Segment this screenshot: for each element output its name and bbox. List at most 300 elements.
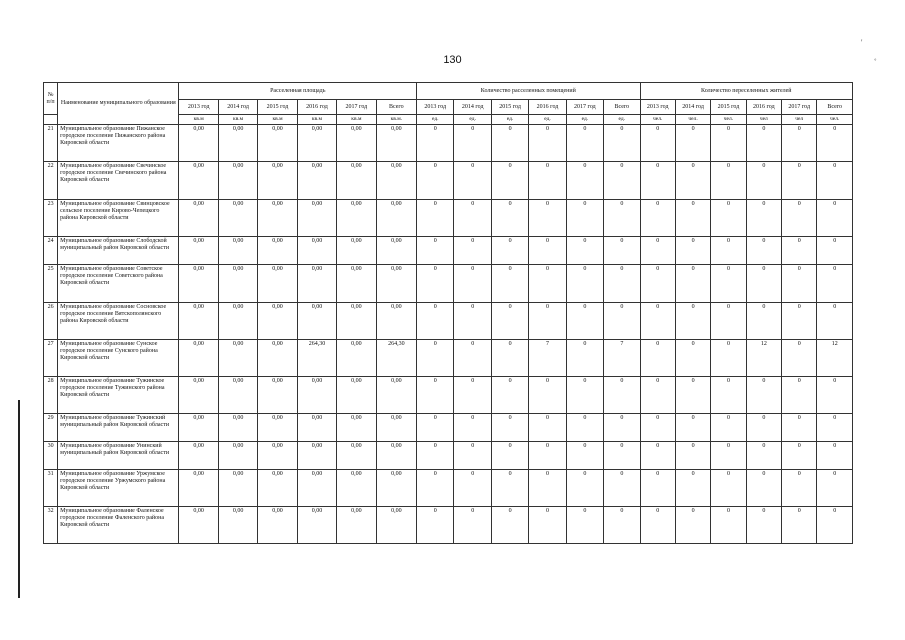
people-cell: 0 — [746, 200, 781, 237]
rooms-cell: 0 — [417, 200, 454, 237]
header-year: Всего — [604, 100, 640, 115]
rooms-cell: 0 — [417, 303, 454, 340]
rooms-cell: 0 — [417, 237, 454, 265]
area-cell: 0,00 — [376, 162, 417, 200]
header-year: 2015 год — [711, 100, 746, 115]
table-row — [44, 340, 853, 377]
people-cell: 0 — [711, 470, 746, 507]
rooms-cell: 0 — [454, 162, 491, 200]
area-cell: 0,00 — [179, 303, 218, 340]
header-year: 2013 год — [640, 100, 675, 115]
area-cell: 0,00 — [179, 162, 218, 200]
rooms-cell: 0 — [491, 340, 528, 377]
area-cell: 0,00 — [258, 162, 297, 200]
people-cell: 0 — [675, 200, 710, 237]
header-unit: чел. — [817, 115, 853, 125]
header-year: 2013 год — [179, 100, 218, 115]
rooms-cell: 0 — [491, 377, 528, 414]
municipality-name: Муниципальное образование Слободской муниципальный район Кировской области — [58, 237, 179, 265]
people-cell: 0 — [782, 237, 817, 265]
people-cell: 0 — [675, 377, 710, 414]
area-cell: 0,00 — [337, 442, 376, 470]
rooms-cell: 0 — [454, 507, 491, 544]
people-cell: 0 — [817, 442, 853, 470]
rooms-cell: 0 — [529, 377, 566, 414]
people-cell: 0 — [782, 470, 817, 507]
row-number: 26 — [44, 303, 58, 340]
people-cell: 0 — [782, 125, 817, 162]
rooms-cell: 0 — [529, 414, 566, 442]
area-cell: 0,00 — [376, 507, 417, 544]
rooms-cell: 0 — [417, 125, 454, 162]
table-row — [44, 442, 853, 470]
people-cell: 0 — [675, 442, 710, 470]
area-cell: 0,00 — [179, 340, 218, 377]
row-number: 27 — [44, 340, 58, 377]
header-unit: ед. — [566, 115, 603, 125]
scan-mark: ˚ — [874, 58, 877, 67]
area-cell: 0,00 — [337, 507, 376, 544]
area-cell: 0,00 — [297, 265, 336, 303]
rooms-cell: 7 — [604, 340, 640, 377]
row-number: 29 — [44, 414, 58, 442]
header-unit: ед. — [417, 115, 454, 125]
table-row — [44, 200, 853, 237]
area-cell: 0,00 — [218, 414, 257, 442]
rooms-cell: 0 — [566, 265, 603, 303]
rooms-cell: 0 — [491, 507, 528, 544]
rooms-cell: 0 — [491, 303, 528, 340]
rooms-cell: 0 — [454, 265, 491, 303]
scan-mark: ' — [861, 38, 863, 47]
row-number: 31 — [44, 470, 58, 507]
municipality-name: Муниципальное образование Уржумское городское поселение Уржумского района Кировской области — [58, 470, 179, 507]
area-cell: 0,00 — [376, 442, 417, 470]
area-cell: 0,00 — [218, 125, 257, 162]
area-cell: 0,00 — [337, 303, 376, 340]
people-cell: 0 — [640, 265, 675, 303]
rooms-cell: 0 — [566, 470, 603, 507]
rooms-cell: 0 — [566, 377, 603, 414]
people-cell: 0 — [817, 125, 853, 162]
area-cell: 0,00 — [297, 414, 336, 442]
people-cell: 0 — [640, 125, 675, 162]
header-unit-blank — [44, 115, 58, 125]
header-year: 2016 год — [746, 100, 781, 115]
area-cell: 0,00 — [258, 442, 297, 470]
header-year: 2017 год — [782, 100, 817, 115]
rooms-cell: 0 — [417, 470, 454, 507]
rooms-cell: 0 — [604, 237, 640, 265]
header-year: 2017 год — [566, 100, 603, 115]
rooms-cell: 0 — [604, 162, 640, 200]
rooms-cell: 0 — [604, 265, 640, 303]
header-unit: кв.м — [297, 115, 336, 125]
header-year: 2013 год — [417, 100, 454, 115]
area-cell: 0,00 — [258, 470, 297, 507]
area-cell: 0,00 — [297, 377, 336, 414]
header-unit: кв.м — [218, 115, 257, 125]
people-cell: 0 — [746, 442, 781, 470]
area-cell: 0,00 — [337, 162, 376, 200]
header-unit: чел — [746, 115, 781, 125]
municipality-name: Муниципальное образование Тужинский муниципальный район Кировской области — [58, 414, 179, 442]
municipality-name: Муниципальное образование Фаленское городское поселение Фаленского района Кировской области — [58, 507, 179, 544]
area-cell: 0,00 — [376, 414, 417, 442]
rooms-cell: 0 — [604, 303, 640, 340]
table-row — [44, 125, 853, 162]
people-cell: 0 — [711, 507, 746, 544]
header-group-people: Количество переселенных жителей — [640, 83, 852, 100]
rooms-cell: 0 — [566, 340, 603, 377]
area-cell: 0,00 — [258, 507, 297, 544]
rooms-cell: 0 — [566, 237, 603, 265]
area-cell: 0,00 — [297, 507, 336, 544]
rooms-cell: 0 — [566, 200, 603, 237]
rooms-cell: 0 — [454, 303, 491, 340]
people-cell: 0 — [675, 507, 710, 544]
municipality-name: Муниципальное образование Сосновское городское поселение Вятскополянского района Кировской области — [58, 303, 179, 340]
area-cell: 0,00 — [179, 125, 218, 162]
resettlement-table — [43, 82, 853, 544]
people-cell: 0 — [746, 125, 781, 162]
people-cell: 0 — [711, 265, 746, 303]
area-cell: 0,00 — [218, 162, 257, 200]
header-municipality: Наименование муниципального образования — [58, 83, 179, 125]
area-cell: 0,00 — [297, 470, 336, 507]
area-cell: 0,00 — [258, 125, 297, 162]
area-cell: 0,00 — [258, 414, 297, 442]
people-cell: 0 — [746, 470, 781, 507]
people-cell: 0 — [782, 507, 817, 544]
people-cell: 0 — [782, 303, 817, 340]
header-group-rooms: Количество расселенных помещений — [417, 83, 640, 100]
area-cell: 0,00 — [337, 265, 376, 303]
rooms-cell: 0 — [491, 265, 528, 303]
header-unit: ед. — [604, 115, 640, 125]
municipality-name: Муниципальное образование Свечинское городское поселение Свечинского района Кировской области — [58, 162, 179, 200]
rooms-cell: 0 — [529, 162, 566, 200]
header-unit: кв.м — [179, 115, 218, 125]
header-year: 2016 год — [529, 100, 566, 115]
people-cell: 0 — [675, 414, 710, 442]
rooms-cell: 0 — [454, 200, 491, 237]
header-unit: кв.м — [258, 115, 297, 125]
municipality-name: Муниципальное образование Пижанское городское поселение Пижанского района Кировской области — [58, 125, 179, 162]
municipality-name: Муниципальное образование Свинцовское сельское поселение Кирово-Чепецкого района Кировской области — [58, 200, 179, 237]
area-cell: 0,00 — [218, 442, 257, 470]
people-cell: 0 — [675, 237, 710, 265]
rooms-cell: 0 — [454, 414, 491, 442]
people-cell: 0 — [640, 470, 675, 507]
rooms-cell: 0 — [417, 414, 454, 442]
people-cell: 0 — [817, 237, 853, 265]
rooms-cell: 0 — [566, 442, 603, 470]
area-cell: 0,00 — [179, 265, 218, 303]
area-cell: 0,00 — [258, 377, 297, 414]
people-cell: 0 — [711, 377, 746, 414]
people-cell: 0 — [640, 237, 675, 265]
rooms-cell: 0 — [604, 470, 640, 507]
people-cell: 0 — [675, 470, 710, 507]
area-cell: 0,00 — [218, 377, 257, 414]
rooms-cell: 0 — [491, 237, 528, 265]
people-cell: 0 — [675, 340, 710, 377]
people-cell: 0 — [817, 162, 853, 200]
header-unit: чел. — [640, 115, 675, 125]
area-cell: 0,00 — [376, 377, 417, 414]
people-cell: 0 — [640, 442, 675, 470]
area-cell: 0,00 — [179, 237, 218, 265]
table-body — [44, 125, 853, 544]
municipality-name: Муниципальное образование Сунское городское поселение Сунского района Кировской области — [58, 340, 179, 377]
rooms-cell: 0 — [529, 470, 566, 507]
people-cell: 0 — [817, 470, 853, 507]
header-number: № п/п — [44, 83, 58, 115]
header-unit: кв.м. — [376, 115, 417, 125]
header-unit: ед. — [491, 115, 528, 125]
area-cell: 0,00 — [179, 200, 218, 237]
area-cell: 0,00 — [179, 442, 218, 470]
people-cell: 0 — [711, 442, 746, 470]
people-cell: 0 — [640, 162, 675, 200]
area-cell: 0,00 — [376, 237, 417, 265]
area-cell: 0,00 — [258, 200, 297, 237]
rooms-cell: 0 — [529, 303, 566, 340]
people-cell: 0 — [817, 377, 853, 414]
rooms-cell: 0 — [604, 414, 640, 442]
area-cell: 0,00 — [337, 470, 376, 507]
people-cell: 12 — [817, 340, 853, 377]
area-cell: 0,00 — [297, 442, 336, 470]
people-cell: 0 — [711, 162, 746, 200]
people-cell: 0 — [640, 377, 675, 414]
people-cell: 0 — [675, 265, 710, 303]
rooms-cell: 0 — [417, 162, 454, 200]
area-cell: 0,00 — [218, 303, 257, 340]
people-cell: 0 — [746, 265, 781, 303]
area-cell: 264,30 — [297, 340, 336, 377]
people-cell: 0 — [640, 340, 675, 377]
rooms-cell: 0 — [454, 377, 491, 414]
people-cell: 0 — [711, 414, 746, 442]
area-cell: 0,00 — [218, 265, 257, 303]
rooms-cell: 0 — [604, 125, 640, 162]
header-year: 2015 год — [491, 100, 528, 115]
rooms-cell: 0 — [417, 265, 454, 303]
table-row — [44, 303, 853, 340]
table-row — [44, 414, 853, 442]
people-cell: 0 — [746, 237, 781, 265]
area-cell: 0,00 — [179, 377, 218, 414]
table-row — [44, 265, 853, 303]
municipality-name: Муниципальное образование Тужинское городское поселение Тужинского района Кировской области — [58, 377, 179, 414]
area-cell: 0,00 — [297, 303, 336, 340]
table-row — [44, 507, 853, 544]
rooms-cell: 0 — [529, 265, 566, 303]
rooms-cell: 0 — [491, 162, 528, 200]
area-cell: 0,00 — [297, 125, 336, 162]
area-cell: 0,00 — [179, 470, 218, 507]
rooms-cell: 0 — [454, 340, 491, 377]
rooms-cell: 0 — [454, 237, 491, 265]
people-cell: 0 — [782, 377, 817, 414]
rooms-cell: 0 — [566, 414, 603, 442]
people-cell: 0 — [711, 237, 746, 265]
area-cell: 0,00 — [258, 237, 297, 265]
area-cell: 0,00 — [258, 265, 297, 303]
row-number: 25 — [44, 265, 58, 303]
people-cell: 0 — [711, 303, 746, 340]
rooms-cell: 0 — [566, 162, 603, 200]
area-cell: 0,00 — [337, 377, 376, 414]
area-cell: 0,00 — [297, 162, 336, 200]
row-number: 32 — [44, 507, 58, 544]
area-cell: 0,00 — [218, 470, 257, 507]
rooms-cell: 0 — [491, 125, 528, 162]
table-row — [44, 470, 853, 507]
area-cell: 0,00 — [297, 200, 336, 237]
area-cell: 0,00 — [376, 125, 417, 162]
header-year: 2015 год — [258, 100, 297, 115]
people-cell: 0 — [782, 442, 817, 470]
municipality-name: Муниципальное образование Унинский муниципальный район Кировской области — [58, 442, 179, 470]
people-cell: 0 — [711, 125, 746, 162]
area-cell: 264,30 — [376, 340, 417, 377]
rooms-cell: 0 — [491, 414, 528, 442]
area-cell: 0,00 — [297, 237, 336, 265]
people-cell: 0 — [711, 340, 746, 377]
rooms-cell: 0 — [454, 470, 491, 507]
area-cell: 0,00 — [218, 507, 257, 544]
area-cell: 0,00 — [218, 237, 257, 265]
people-cell: 0 — [817, 265, 853, 303]
header-year: 2016 год — [297, 100, 336, 115]
header-unit: чел. — [675, 115, 710, 125]
row-number: 24 — [44, 237, 58, 265]
area-cell: 0,00 — [179, 507, 218, 544]
people-cell: 0 — [817, 303, 853, 340]
people-cell: 0 — [640, 414, 675, 442]
rooms-cell: 0 — [529, 507, 566, 544]
area-cell: 0,00 — [179, 414, 218, 442]
rooms-cell: 0 — [491, 470, 528, 507]
people-cell: 0 — [817, 414, 853, 442]
rooms-cell: 0 — [604, 442, 640, 470]
row-number: 30 — [44, 442, 58, 470]
rooms-cell: 0 — [529, 125, 566, 162]
area-cell: 0,00 — [376, 470, 417, 507]
rooms-cell: 0 — [566, 303, 603, 340]
area-cell: 0,00 — [337, 125, 376, 162]
people-cell: 0 — [782, 200, 817, 237]
area-cell: 0,00 — [218, 340, 257, 377]
area-cell: 0,00 — [337, 340, 376, 377]
people-cell: 0 — [817, 200, 853, 237]
rooms-cell: 0 — [417, 377, 454, 414]
rooms-cell: 0 — [529, 237, 566, 265]
rooms-cell: 0 — [417, 507, 454, 544]
rooms-cell: 0 — [491, 200, 528, 237]
rooms-cell: 0 — [491, 442, 528, 470]
margin-binding-line — [18, 400, 20, 598]
rooms-cell: 7 — [529, 340, 566, 377]
people-cell: 0 — [746, 303, 781, 340]
people-cell: 0 — [746, 507, 781, 544]
rooms-cell: 0 — [417, 340, 454, 377]
people-cell: 0 — [782, 414, 817, 442]
header-year: Всего — [817, 100, 853, 115]
header-unit: кв.м — [337, 115, 376, 125]
people-cell: 0 — [746, 377, 781, 414]
people-cell: 0 — [746, 162, 781, 200]
people-cell: 12 — [746, 340, 781, 377]
header-year: 2014 год — [454, 100, 491, 115]
header-unit: чел — [782, 115, 817, 125]
header-year: 2014 год — [218, 100, 257, 115]
table-row — [44, 377, 853, 414]
people-cell: 0 — [817, 507, 853, 544]
header-unit: чел. — [711, 115, 746, 125]
people-cell: 0 — [640, 507, 675, 544]
rooms-cell: 0 — [454, 442, 491, 470]
row-number: 22 — [44, 162, 58, 200]
rooms-cell: 0 — [604, 200, 640, 237]
area-cell: 0,00 — [376, 265, 417, 303]
row-number: 28 — [44, 377, 58, 414]
people-cell: 0 — [640, 200, 675, 237]
header-year: 2017 год — [337, 100, 376, 115]
area-cell: 0,00 — [337, 237, 376, 265]
header-unit: ед. — [529, 115, 566, 125]
header-year: Всего — [376, 100, 417, 115]
rooms-cell: 0 — [529, 200, 566, 237]
people-cell: 0 — [782, 162, 817, 200]
row-number: 21 — [44, 125, 58, 162]
area-cell: 0,00 — [337, 414, 376, 442]
table-row — [44, 237, 853, 265]
rooms-cell: 0 — [529, 442, 566, 470]
people-cell: 0 — [711, 200, 746, 237]
header-unit: ед. — [454, 115, 491, 125]
rooms-cell: 0 — [566, 507, 603, 544]
header-year: 2014 год — [675, 100, 710, 115]
rooms-cell: 0 — [417, 442, 454, 470]
table-row — [44, 162, 853, 200]
people-cell: 0 — [746, 414, 781, 442]
area-cell: 0,00 — [337, 200, 376, 237]
people-cell: 0 — [675, 125, 710, 162]
municipality-name: Муниципальное образование Советское городское поселение Советского района Кировской области — [58, 265, 179, 303]
people-cell: 0 — [640, 303, 675, 340]
rooms-cell: 0 — [454, 125, 491, 162]
people-cell: 0 — [675, 162, 710, 200]
rooms-cell: 0 — [566, 125, 603, 162]
area-cell: 0,00 — [376, 303, 417, 340]
rooms-cell: 0 — [604, 377, 640, 414]
area-cell: 0,00 — [218, 200, 257, 237]
people-cell: 0 — [782, 340, 817, 377]
area-cell: 0,00 — [376, 200, 417, 237]
area-cell: 0,00 — [258, 303, 297, 340]
row-number: 23 — [44, 200, 58, 237]
area-cell: 0,00 — [258, 340, 297, 377]
people-cell: 0 — [675, 303, 710, 340]
people-cell: 0 — [782, 265, 817, 303]
rooms-cell: 0 — [604, 507, 640, 544]
page-number: 130 — [443, 54, 462, 66]
header-group-area: Расселенная площадь — [179, 83, 417, 100]
